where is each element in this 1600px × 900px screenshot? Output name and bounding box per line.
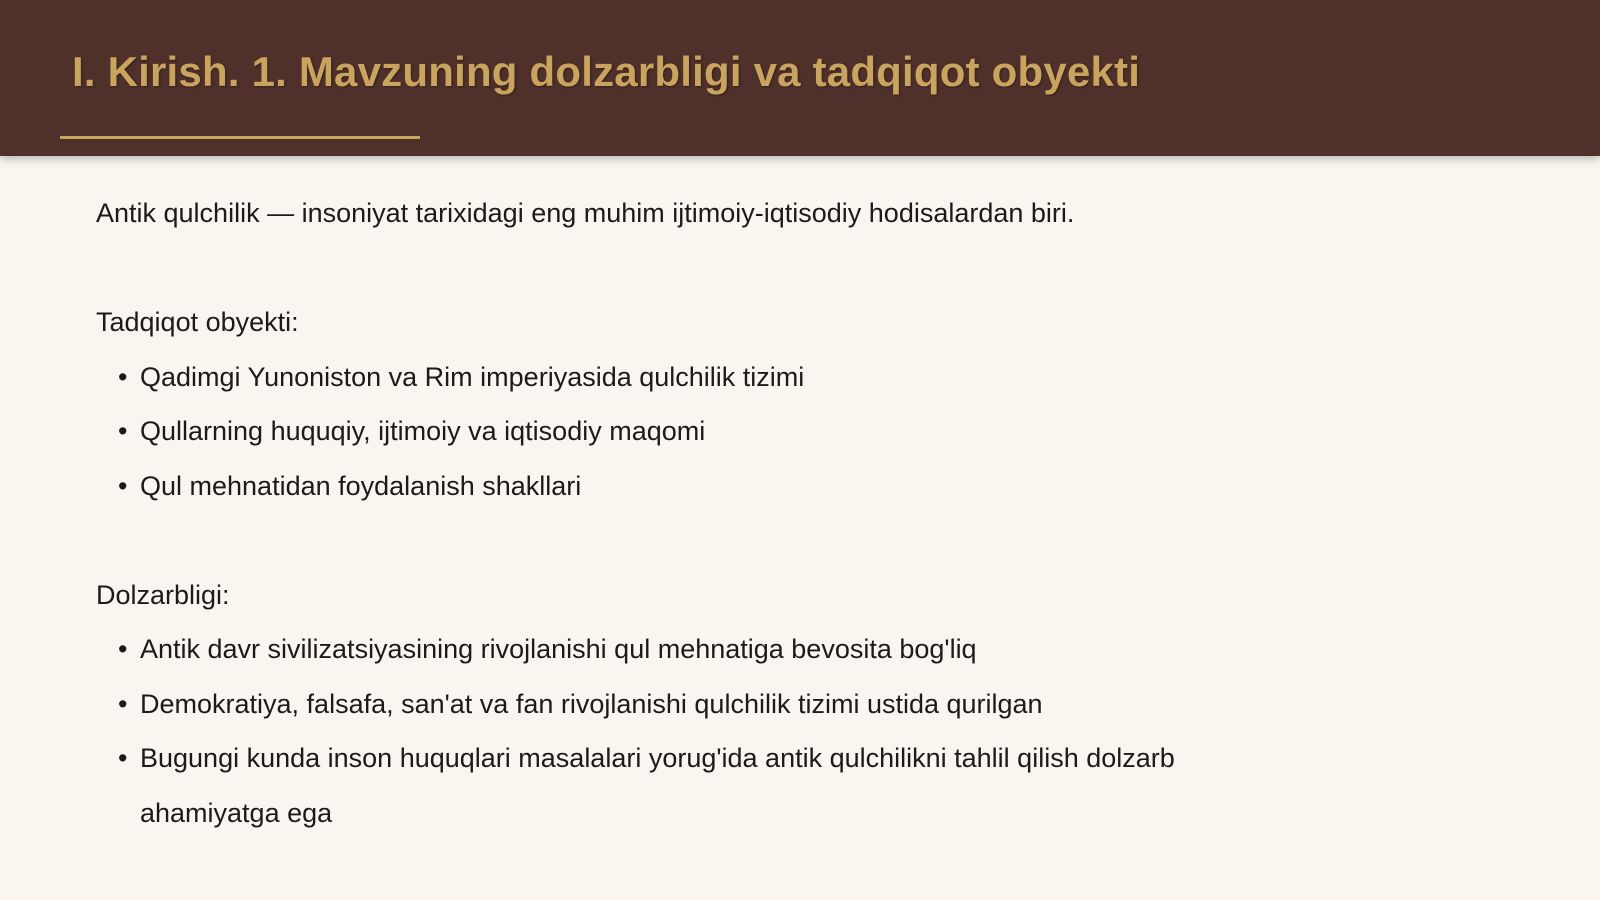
relevance-list	[96, 622, 1196, 840]
title-underline	[60, 136, 420, 139]
bullet-icon: •	[118, 361, 128, 392]
header-bar	[0, 0, 1600, 156]
object-list	[96, 350, 1196, 514]
object-heading: Tadqiqot obyekti:	[96, 307, 299, 337]
list-item	[96, 459, 1196, 514]
bullet-icon: •	[118, 416, 128, 446]
intro-text: Antik qulchilik — insoniyat tarixidagi eng muhim ijtimoiy-iqtisodiy hodisalardan biri.	[96, 198, 1075, 228]
bullet-icon: •	[118, 688, 128, 719]
bullet-icon: •	[118, 634, 128, 664]
list-item-text: Qullarning huquqiy, ijtimoiy va iqtisodiy maqomi	[140, 416, 706, 446]
slide-title: I. Kirish. 1. Mavzuning dolzarbligi va tadqiqot obyekti	[72, 48, 1141, 95]
spacer	[96, 241, 1196, 296]
relevance-heading: Dolzarbligi:	[96, 579, 230, 610]
list-item	[96, 677, 1196, 732]
slide-content	[96, 186, 1196, 840]
bullet-icon: •	[118, 743, 128, 773]
list-item-text: Antik davr sivilizatsiyasining rivojlanishi qul mehnatiga bevosita bog'liq	[140, 634, 977, 664]
bullet-icon: •	[118, 470, 128, 501]
list-item	[96, 404, 1196, 459]
list-item-text: Bugungi kunda inson huquqlari masalalari yorug'ida antik qulchilikni tahlil qilish dolzarb ahamiyatga ega	[140, 743, 1175, 828]
list-item-text: Qadimgi Yunoniston va Rim imperiyasida qulchilik tizimi	[140, 361, 805, 392]
list-item-text: Demokratiya, falsafa, san'at va fan rivojlanishi qulchilik tizimi ustida qurilgan	[140, 688, 1043, 719]
list-item	[96, 350, 1196, 405]
list-item	[96, 622, 1196, 677]
spacer	[96, 513, 1196, 568]
list-item-text: Qul mehnatidan foydalanish shakllari	[140, 470, 582, 501]
list-item	[96, 731, 1196, 840]
